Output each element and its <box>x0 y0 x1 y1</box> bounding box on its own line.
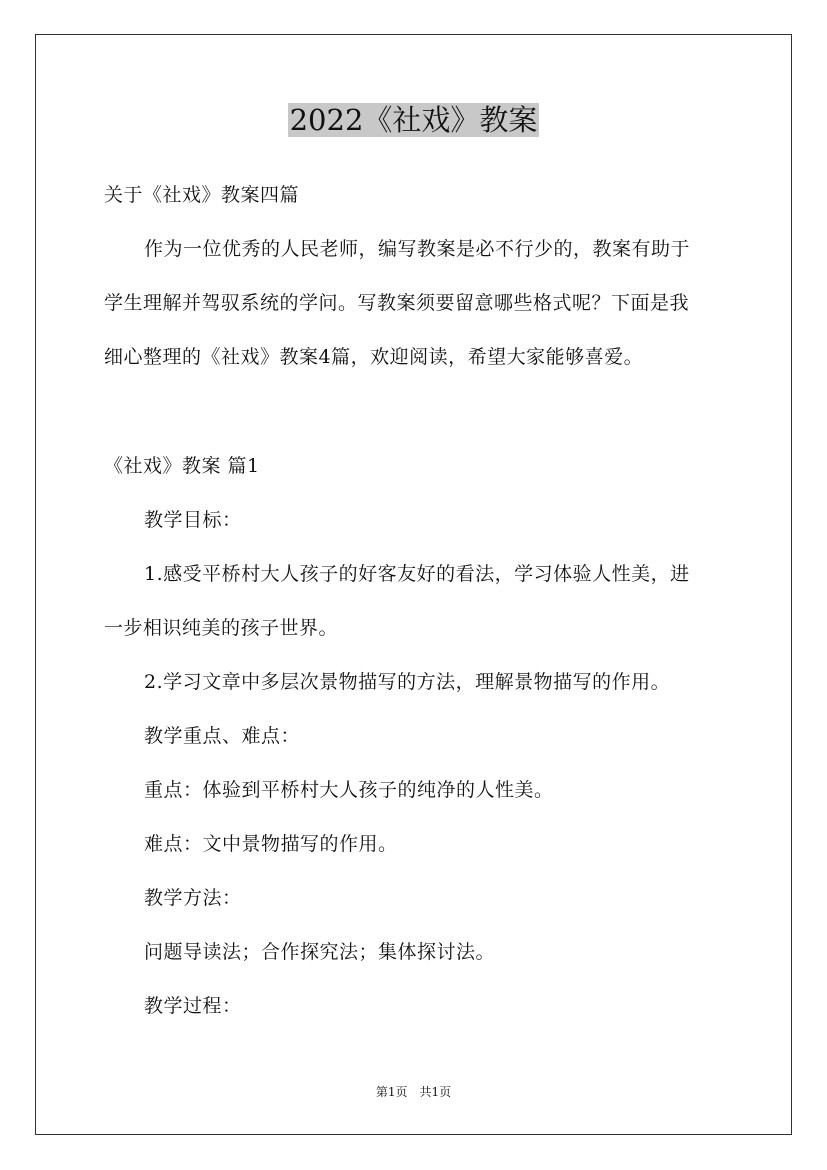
body-line: 重点：体验到平桥村大人孩子的纯净的人性美。 <box>144 779 554 801</box>
subtitle: 关于《社戏》教案四篇 <box>104 184 300 206</box>
intro-line-1: 作为一位优秀的人民老师，编写教案是必不行少的，教案有助于 <box>144 238 691 260</box>
intro-line-2: 学生理解并驾驭系统的学问。写教案须要留意哪些格式呢？下面是我 <box>104 292 690 314</box>
body-line: 教学重点、难点： <box>144 725 301 747</box>
document-title: 2022《社戏》教案 <box>289 103 538 137</box>
body-line: 难点：文中景物描写的作用。 <box>144 833 398 855</box>
body-line: 问题导读法；合作探究法；集体探讨法。 <box>144 941 496 963</box>
body-line: 教学过程： <box>144 995 242 1017</box>
body-line: 教学目标： <box>144 509 242 531</box>
page-footer: 第1页 共1页 <box>375 1085 452 1099</box>
body-line: 一步相识纯美的孩子世界。 <box>104 617 339 639</box>
body-line: 1.感受平桥村大人孩子的好客友好的看法，学习体验人性美，进 <box>144 563 690 585</box>
section-heading: 《社戏》教案 篇1 <box>104 455 260 477</box>
body-line: 2.学习文章中多层次景物描写的方法，理解景物描写的作用。 <box>144 671 671 693</box>
body-line: 教学方法： <box>144 887 242 909</box>
intro-line-3: 细心整理的《社戏》教案4篇，欢迎阅读，希望大家能够喜爱。 <box>104 346 644 368</box>
